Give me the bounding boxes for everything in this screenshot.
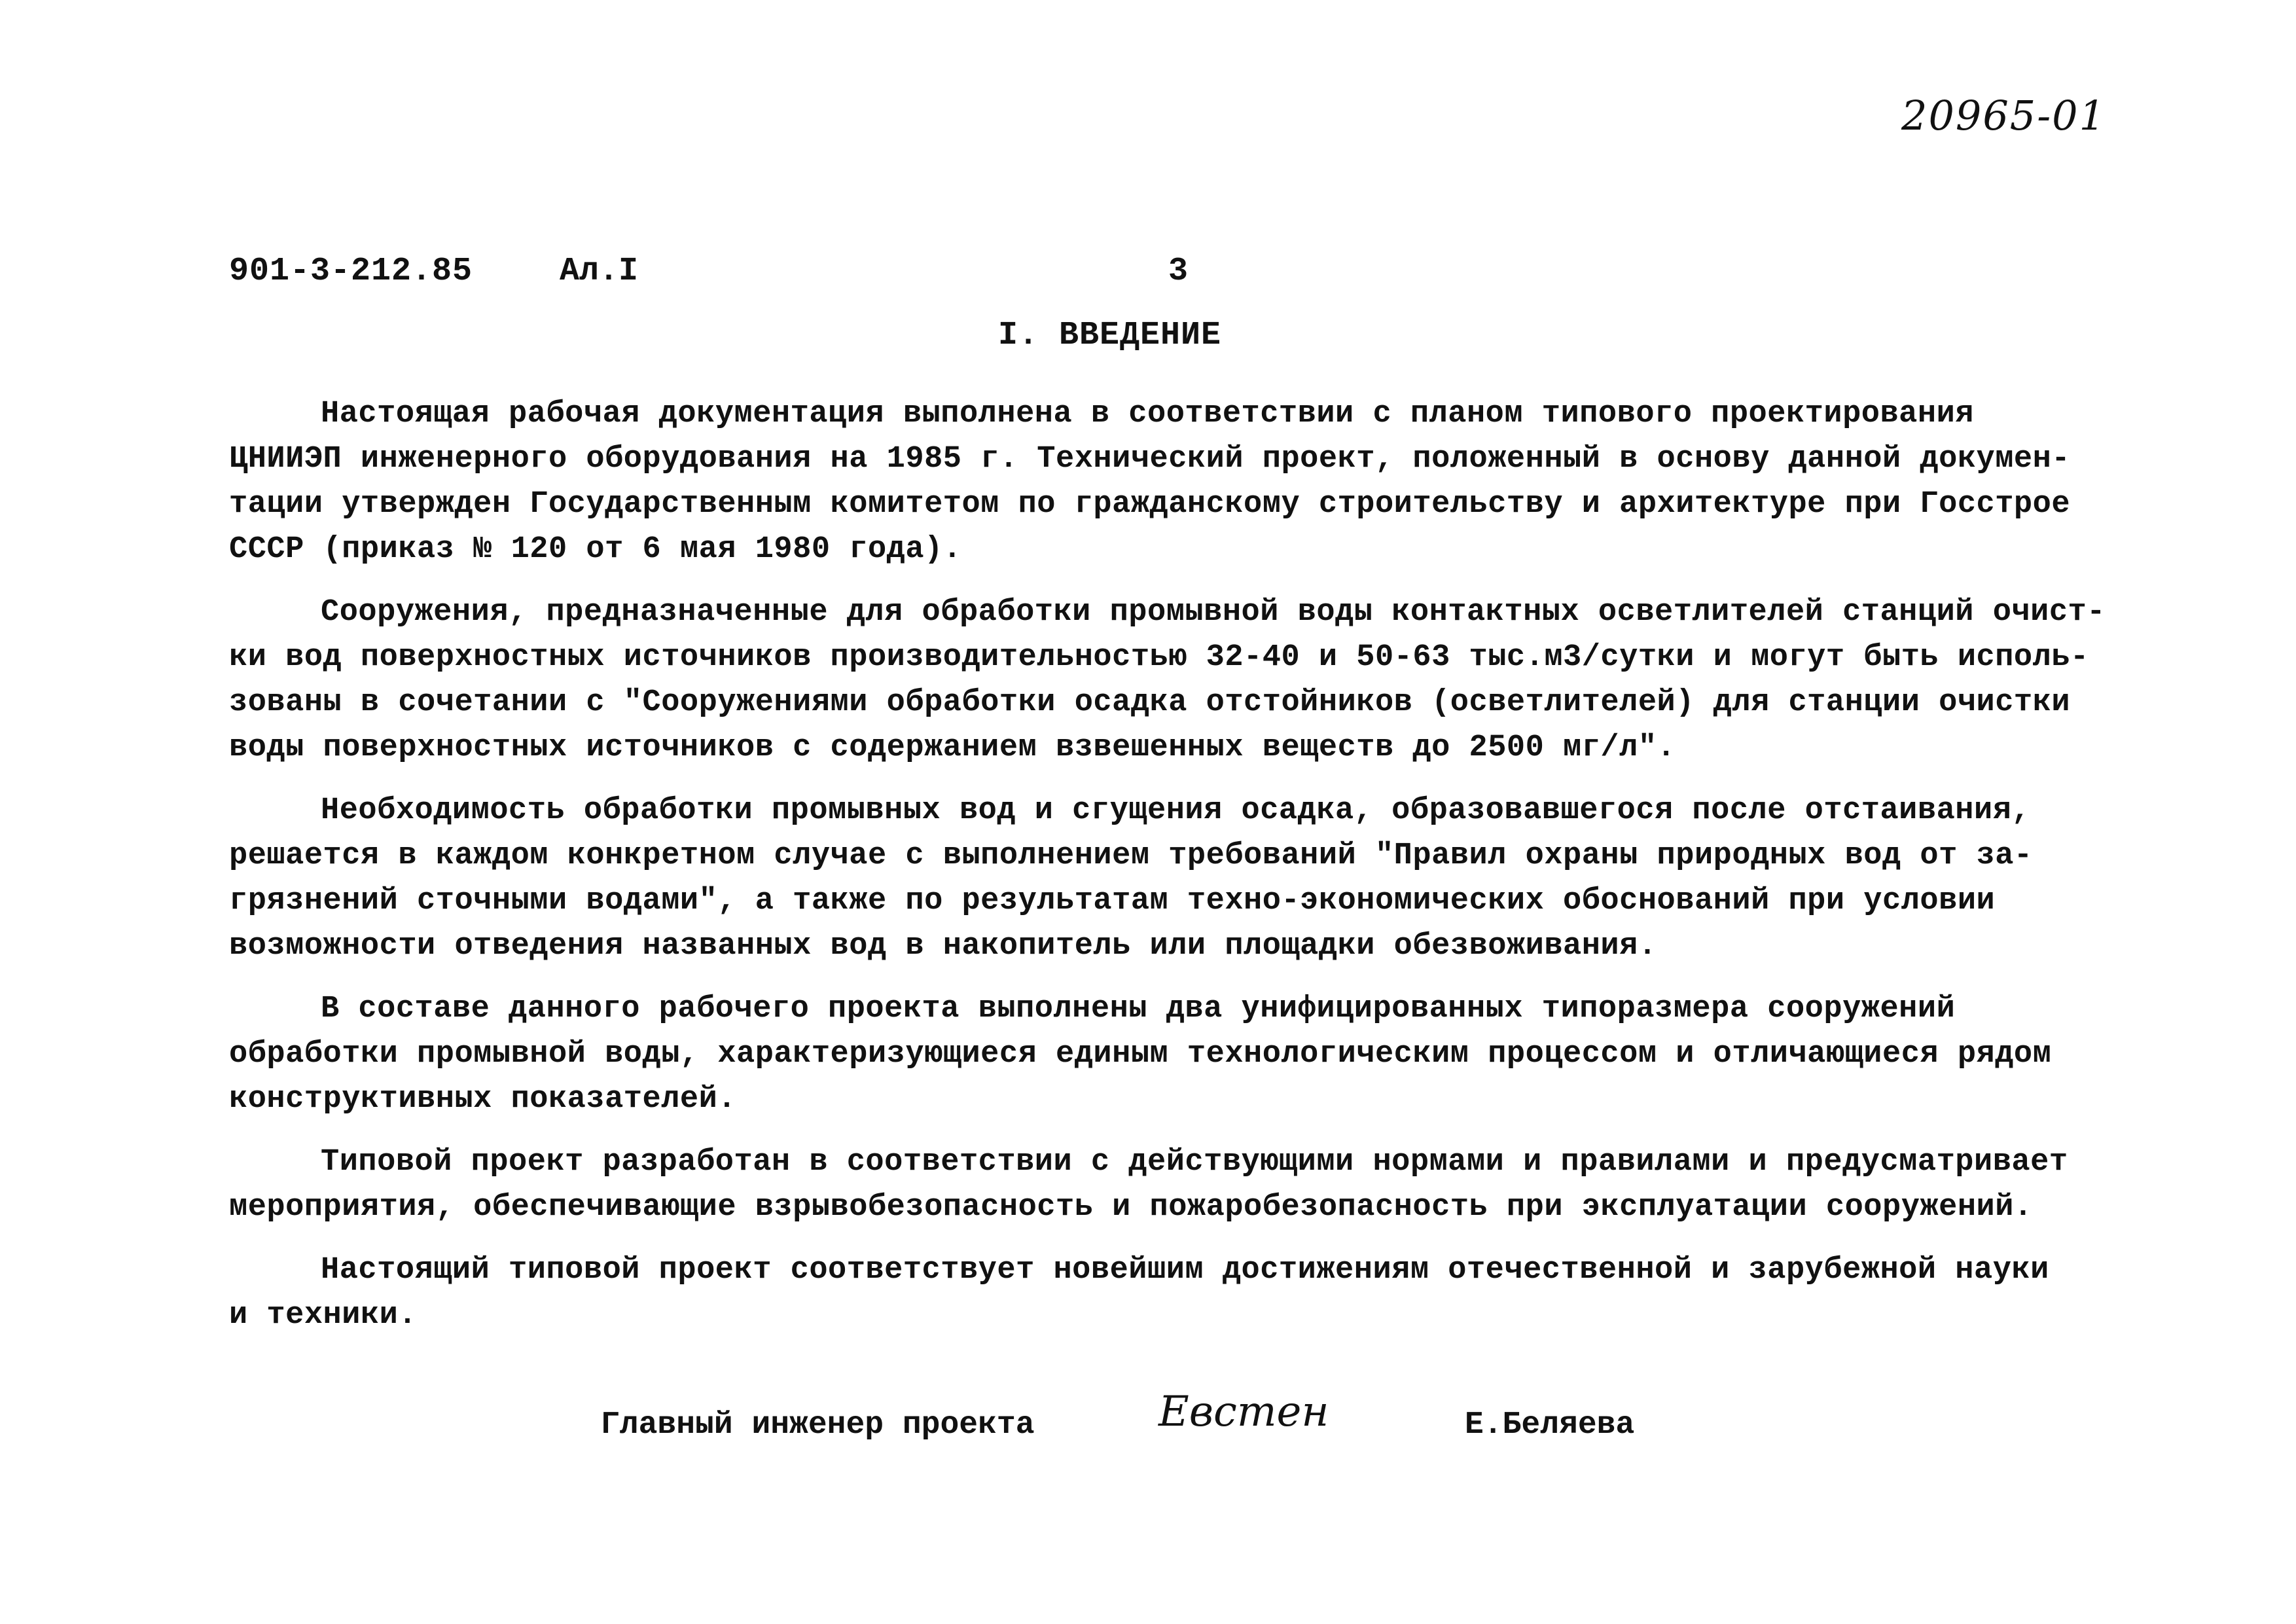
paragraph-line: ки вод поверхностных источников производительностью 32-40 и 50-63 тыс.м3/сутки и могут быть исполь- [229, 640, 2089, 675]
paragraph-line: Необходимость обработки промывных вод и сгущения осадка, образовавшегося после отстаивания, [321, 793, 2031, 828]
paragraph-line: Типовой проект разработан в соответствии с действующими нормами и правилами и предусматривает [321, 1145, 2068, 1180]
paragraph-line: Сооружения, предназначенные для обработки промывной воды контактных осветлителей станций очист- [321, 595, 2106, 630]
paragraph-line: и техники. [229, 1298, 418, 1333]
paragraph-line: конструктивных показателей. [229, 1082, 737, 1117]
section-title: I. ВВЕДЕНИЕ [998, 317, 1222, 354]
paragraph-line: воды поверхностных источников с содержанием взвешенных веществ до 2500 мг/л". [229, 731, 1676, 765]
paragraph-line: обработки промывной воды, характеризующиеся единым технологическим процессом и отличающиеся рядом [229, 1037, 2052, 1072]
signatory-name: Е.Беляева [1465, 1407, 1635, 1443]
paragraph-line: решается в каждом конкретном случае с выполнением требований "Правил охраны природных вод от за- [229, 839, 2033, 873]
paragraph-line: мероприятия, обеспечивающие взрывобезопасность и пожаробезопасность при эксплуатации сооружений. [229, 1190, 2033, 1225]
paragraph-line: грязнений сточными водами", а также по результатам техно-экономических обоснований при условии [229, 884, 1996, 918]
handwritten-signature: Евстен [1158, 1388, 1329, 1436]
paragraph-line: ЦНИИЭП инженерного оборудования на 1985 г. Технический проект, положенный в основу данной докумен- [229, 442, 2071, 477]
sheet-label: Ал.I [560, 253, 639, 290]
paragraph-line: зованы в сочетании с "Сооружениями обработки осадка отстойников (осветлителей) для станции очистки [229, 685, 2071, 720]
handwritten-document-number: 20965-01 [1901, 92, 2107, 139]
signature-label: Главный инженер проекта [601, 1407, 1035, 1443]
paragraph-line: СССР (приказ № 120 от 6 мая 1980 года). [229, 532, 962, 567]
paragraph-line: Настоящая рабочая документация выполнена в соответствии с планом типового проектирования [321, 397, 1975, 431]
paragraph-line: возможности отведения названных вод в накопитель или площадки обезвоживания. [229, 929, 1657, 964]
page-number: 3 [1168, 253, 1189, 290]
document-code: 901-3-212.85 [229, 253, 473, 290]
paragraph-line: Настоящий типовой проект соответствует новейшим достижениям отечественной и зарубежной науки [321, 1253, 2049, 1288]
paragraph-line: тации утвержден Государственным комитетом по гражданскому строительству и архитектуре при Госстрое [229, 487, 2071, 522]
paragraph-line: В составе данного рабочего проекта выполнены два унифицированных типоразмера сооружений [321, 992, 1956, 1026]
